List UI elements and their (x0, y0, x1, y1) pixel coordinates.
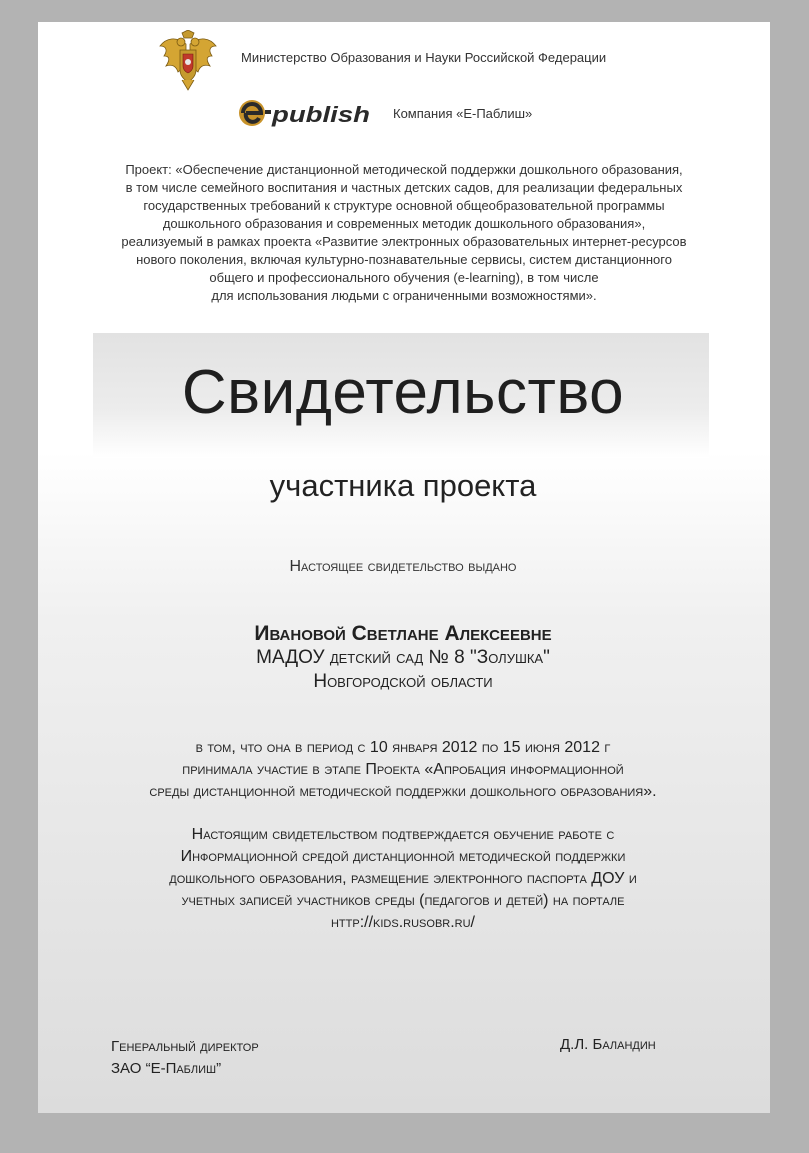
svg-text:publish: publish (270, 102, 370, 127)
project-line: реализуемый в рамках проекта «Развитие электронных образовательных интернет-ресурсов (121, 234, 687, 249)
issued-to-label: Настоящее свидетельство выдано (289, 558, 517, 575)
project-line: в том числе семейного воспитания и частных детских садов, для реализации федеральных (125, 180, 683, 195)
russian-coat-of-arms-icon (158, 30, 218, 92)
certificate-title: Свидетельство (181, 358, 625, 427)
recipient-region: Новгородской области (313, 671, 493, 692)
paragraph-line: среды дистанционной методической поддержки дошкольного образования». (149, 783, 657, 800)
paragraph-line: Информационной средой дистанционной методической поддержки (180, 848, 626, 865)
certificate-sheet (38, 22, 770, 1113)
training-paragraph (38, 824, 768, 934)
project-line: Проект: «Обеспечение дистанционной методической поддержки дошкольного образования, (125, 162, 683, 177)
company-name: Компания «Е-Паблиш» (393, 106, 533, 121)
signer-company-line: ЗАО “Е-Паблиш” (111, 1060, 222, 1077)
project-line: дошкольного образования и современных методик дошкольного образования», (162, 216, 646, 231)
recipient-block (38, 622, 768, 694)
project-description (68, 161, 740, 305)
recipient-name: Ивановой Светлане Алексеевне (254, 622, 552, 645)
recipient-organization: МАДОУ детский сад № 8 "Золушка" (256, 647, 550, 668)
portal-url: http://kids.rusobr.ru/ (330, 914, 475, 931)
paragraph-line: в том, что она в период с 10 января 2012 по 15 июня 2012 г (195, 739, 611, 756)
signer-position-line: Генеральный директор (111, 1038, 259, 1055)
project-line: для использования людьми с ограниченными возможностями». (211, 288, 597, 303)
e-publish-logo (238, 97, 374, 129)
project-line: нового поколения, включая культурно-познавательные сервисы, систем дистанционного (136, 252, 672, 267)
paragraph-line: принимала участие в этапе Проекта «Апробация информационной (182, 761, 624, 778)
paragraph-line: дошкольного образования, размещение электронного паспорта ДОУ и (169, 870, 637, 887)
paragraph-line: Настоящим свидетельством подтверждается обучение работе с (191, 826, 615, 843)
paragraph-line: учетных записей участников среды (педагогов и детей) на портале (181, 892, 625, 909)
signer-position (111, 1036, 259, 1080)
participation-paragraph (38, 737, 768, 803)
certificate-subtitle: участника проекта (269, 468, 537, 503)
project-line: государственных требований к структуре основной общеобразовательной программы (143, 198, 665, 213)
project-line: общего и профессионального обучения (e-learning), в том числе (209, 270, 599, 285)
ministry-name: Министерство Образования и Науки Российской Федерации (241, 50, 607, 65)
signer-name: Д.Л. Баландин (560, 1036, 656, 1053)
